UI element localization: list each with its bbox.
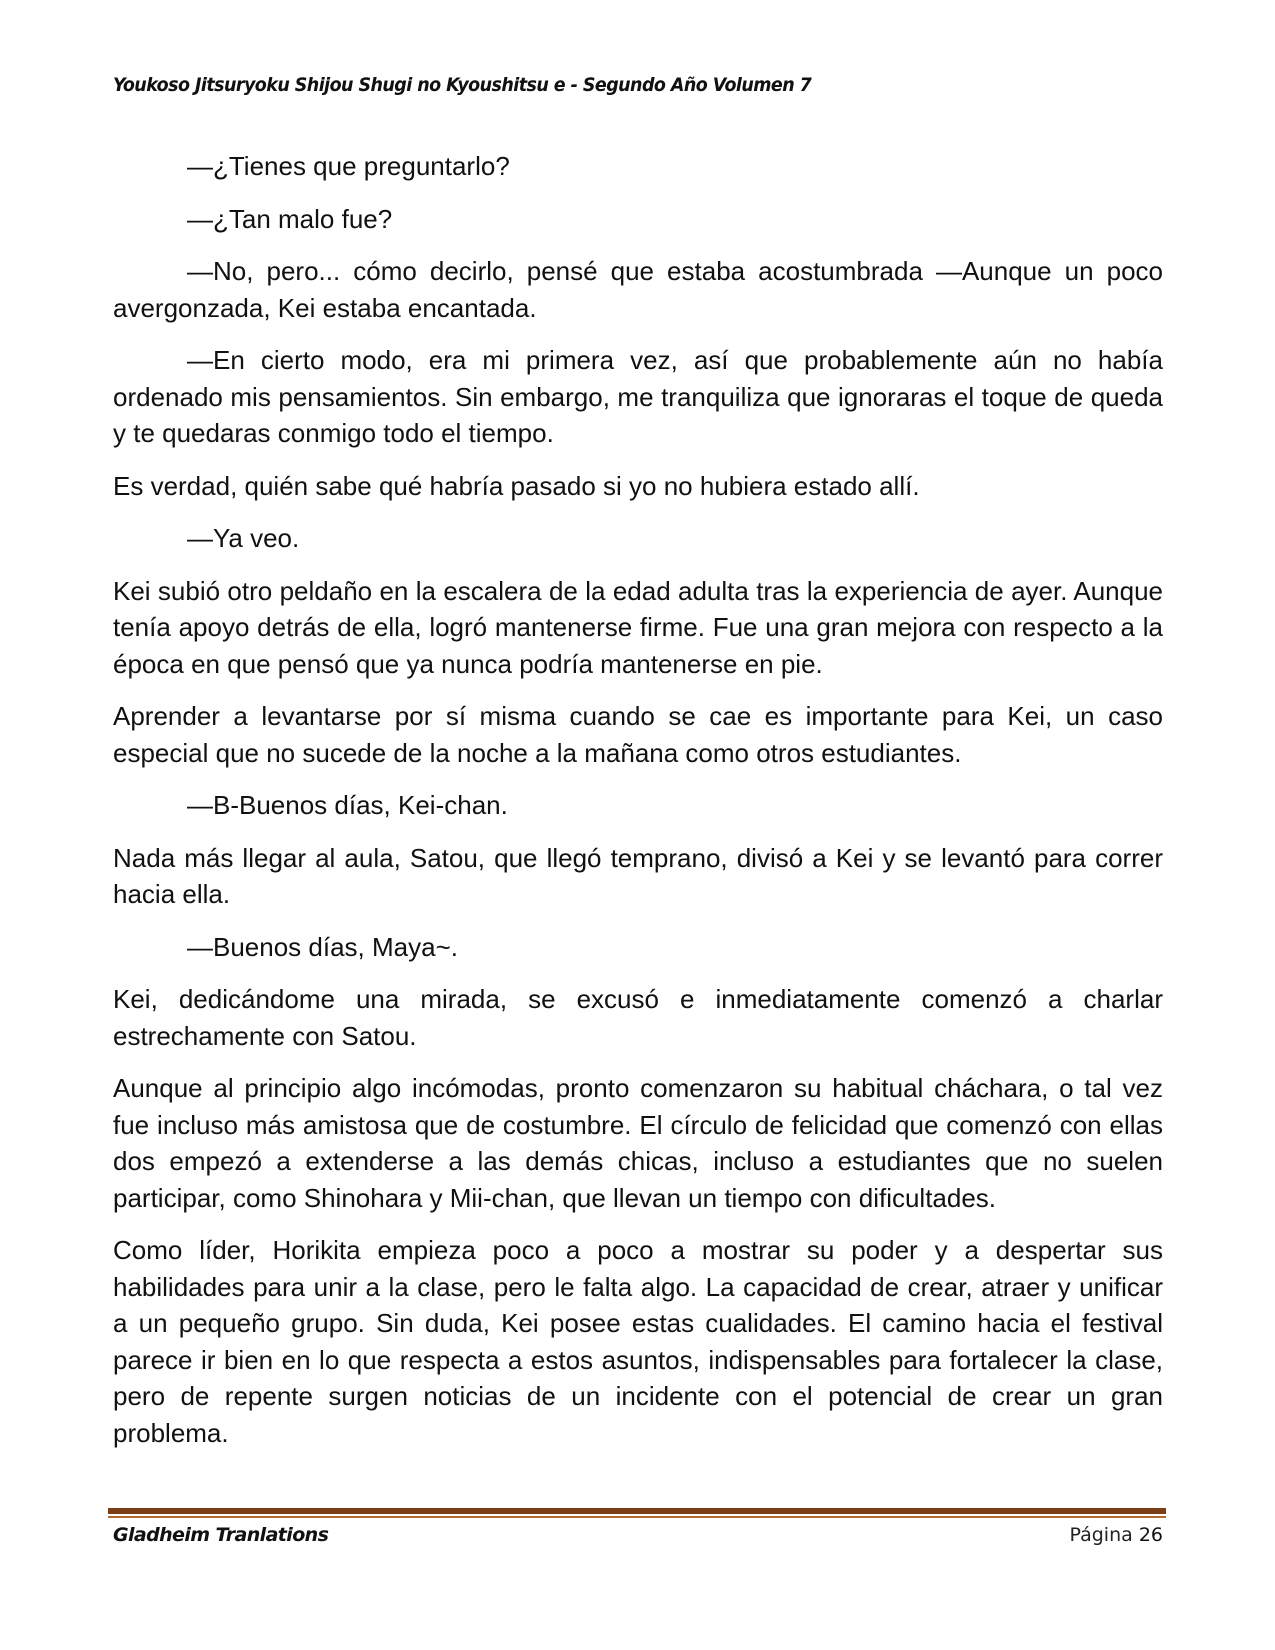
paragraph: —B-Buenos días, Kei-chan. — [187, 790, 508, 820]
body-text — [113, 148, 1163, 1467]
footer-rule — [108, 1508, 1166, 1514]
paragraph: —¿Tan malo fue? — [187, 203, 393, 234]
running-header: Youkoso Jitsuryoku Shijou Shugi no Kyoushitsu e - Segundo Año Volumen 7 — [113, 74, 812, 96]
paragraph: Aunque al principio algo incómodas, pronto comenzaron su habitual cháchara, o tal vez fue incluso más amistosa que de costumbre. El círculo de felicidad que comenzó con ellas dos empezó a extenderse a las demás chicas, incluso a estudiantes que no suelen participar, como Shinohara y Mii-chan, que llevan un tiempo con dificultades. — [113, 1073, 1163, 1213]
paragraph: —Ya veo. — [187, 523, 300, 553]
paragraph: Como líder, Horikita empieza poco a poco a mostrar su poder y a despertar sus habilidades para unir a la clase, pero le falta algo. La capacidad de crear, atraer y unificar a un pequeño grupo. Sin duda, Kei posee estas cualidades. El camino hacia el festival parece ir bien en lo que respecta a estos asuntos, indispensables para fortalecer la clase, pero de repente surgen noticias de un incidente con el potencial de crear un gran problema. — [113, 1235, 1163, 1448]
footer-rule-thin — [108, 1516, 1166, 1518]
paragraph: —¿Tienes que preguntarlo? — [187, 151, 510, 181]
paragraph: Nada más llegar al aula, Satou, que llegó temprano, divisó a Kei y se levantó para correr hacia ella. — [113, 842, 1163, 909]
page-number — [1069, 1524, 1163, 1546]
footer-credit: Gladheim Tranlations — [113, 1524, 329, 1546]
page-number-value: 26 — [1138, 1524, 1163, 1546]
paragraph: Kei subió otro peldaño en la escalera de la edad adulta tras la experiencia de ayer. Aunque tenía apoyo detrás de ella, logró mantenerse firme. Fue una gran mejora con respecto a la época en que pensó que ya nunca podría mantenerse en pie. — [113, 575, 1163, 679]
paragraph: Kei, dedicándome una mirada, se excusó e inmediatamente comenzó a charlar estrechamente con Satou. — [113, 984, 1163, 1051]
paragraph: Aprender a levantarse por sí misma cuando se cae es importante para Kei, un caso especial que no sucede de la noche a la mañana como otros estudiantes. — [113, 701, 1163, 768]
paragraph: Es verdad, quién sabe qué habría pasado si yo no hubiera estado allí. — [113, 470, 920, 501]
paragraph: —No, pero... cómo decirlo, pensé que estaba acostumbrada —Aunque un poco avergonzada, Kei estaba encantada. — [113, 256, 1163, 323]
page-label: Página — [1069, 1524, 1133, 1546]
paragraph: —Buenos días, Maya~. — [187, 931, 458, 962]
paragraph: —En cierto modo, era mi primera vez, así que probablemente aún no había ordenado mis pensamientos. Sin embargo, me tranquiliza que ignoraras el toque de queda y te quedaras conmigo todo el tiempo. — [113, 345, 1163, 448]
